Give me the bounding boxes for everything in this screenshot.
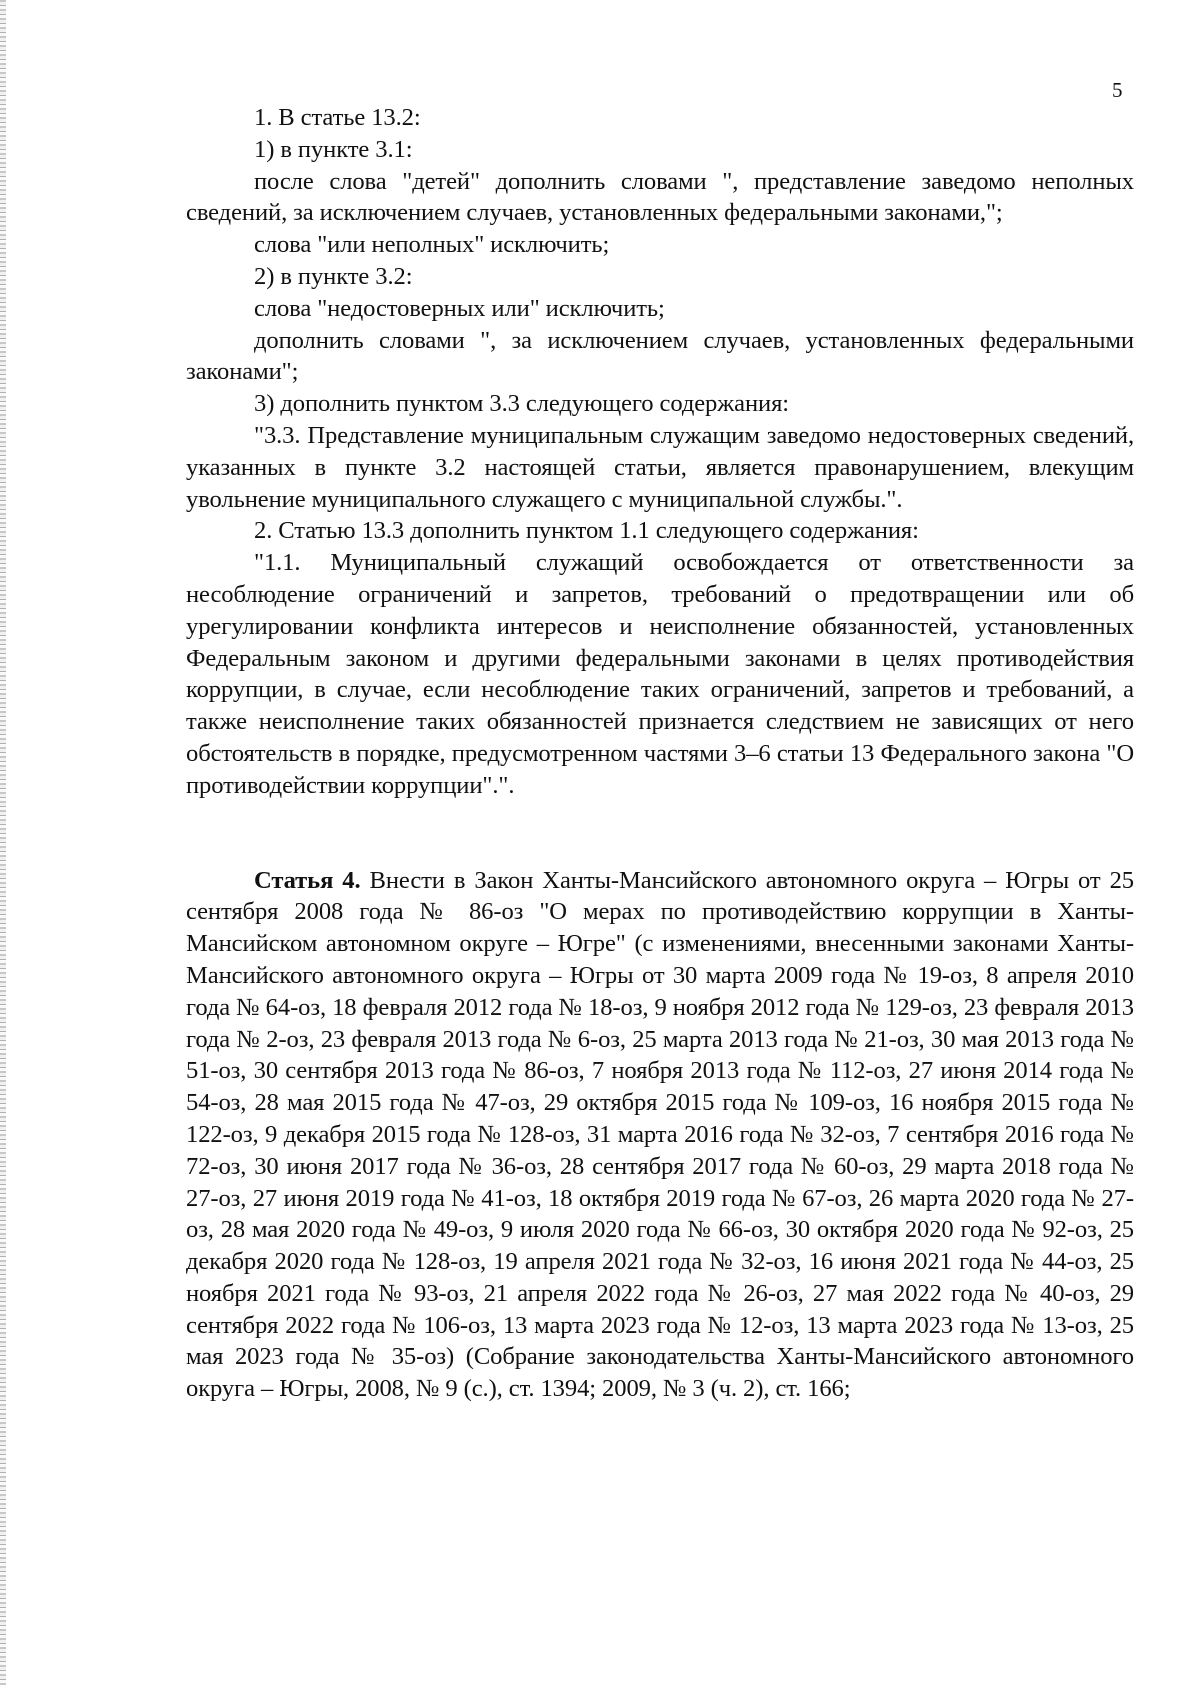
- article-4-text: Внести в Закон Ханты-Мансийского автономного округа – Югры от 25 сентября 2008 года № 86-оз "О мерах по противодействию коррупции в Ханты-Мансийском автономном округе – Югре" (с изменениями, внесенными законами Ханты-Мансийского автономного округа – Югры от 30 марта 2009 года № 19-оз, 8 апреля 2010 года № 64-оз, 18 февраля 2012 года № 18-оз, 9 ноября 2012 года № 129-оз, 23 февраля 2013 года № 2-оз, 23 февраля 2013 года № 6-оз, 25 марта 2013 года № 21-оз, 30 мая 2013 года № 51-оз, 30 сентября 2013 года № 86-оз, 7 ноября 2013 года № 112-оз, 27 июня 2014 года № 54-оз, 28 мая 2015 года № 47-оз, 29 октября 2015 года № 109-оз, 16 ноября 2015 года № 122-оз, 9 декабря 2015 года № 128-оз, 31 марта 2016 года № 32-оз, 7 сентября 2016 года № 72-оз, 30 июня 2017 года № 36-оз, 28 сентября 2017 года № 60-оз, 29 марта 2018 года № 27-оз, 27 июня 2019 года № 41-оз, 18 октября 2019 года № 67-оз, 26 марта 2020 года № 27-оз, 28 мая 2020 года № 49-оз, 9 июля 2020 года № 66-оз, 30 октября 2020 года № 92-оз, 25 декабря 2020 года № 128-оз, 19 апреля 2021 года № 32-оз, 16 июня 2021 года № 44-оз, 25 ноября 2021 года № 93-оз, 21 апреля 2022 года № 26-оз, 27 мая 2022 года № 40-оз, 29 сентября 2022 года № 106-оз, 13 марта 2023 года № 12-оз, 13 марта 2023 года № 13-оз, 25 мая 2023 года № 35-оз) (Собрание законодательства Ханты-Мансийского автономного округа – Югры, 2008, № 9 (с.), ст. 1394; 2009, № 3 (ч. 2), ст. 166;: [186, 866, 1134, 1403]
- page-number: 5: [1112, 78, 1123, 102]
- paragraph-item-3-3-text: "3.3. Представление муниципальным служащим заведомо недостоверных сведений, указанных в пункте 3.2 настоящей статьи, является правонарушением, влекущим увольнение муниципального служащего с муниципальной службы.".: [186, 421, 1134, 513]
- scan-edge-artifact: [0, 0, 6, 1685]
- paragraph-exclude-incomplete: слова "или неполных" исключить;: [254, 231, 610, 259]
- paragraph-article-13-2-intro: 1. В статье 13.2:: [254, 104, 421, 131]
- article-4-heading: Статья 4.: [254, 866, 361, 894]
- paragraph-item-3-1: 1) в пункте 3.1:: [254, 135, 413, 163]
- section-gap: [186, 802, 1134, 865]
- paragraph-exclude-unreliable: слова "недостоверных или" исключить;: [254, 294, 665, 322]
- paragraph-article-13-3: 2. Статью 13.3 дополнить пунктом 1.1 следующего содержания:: [254, 517, 919, 545]
- document-body: [186, 102, 1134, 1405]
- paragraph-add-words-federal: дополнить словами ", за исключением случаев, установленных федеральными законами";: [186, 326, 1134, 386]
- paragraph-after-word-children: после слова "детей" дополнить словами ", представление заведомо неполных сведений, за исключением случаев, установленных федеральными законами,";: [186, 167, 1134, 227]
- paragraph-article-4: [186, 865, 1134, 1406]
- paragraph-add-item-3-3: 3) дополнить пунктом 3.3 следующего содержания:: [254, 390, 790, 418]
- paragraph-item-3-2: 2) в пункте 3.2:: [254, 262, 413, 290]
- paragraph-item-1-1-text: "1.1. Муниципальный служащий освобождается от ответственности за несоблюдение ограничений и запретов, требований о предотвращении или об урегулировании конфликта интересов и неисполнение обязанностей, установленных Федеральным законом и другими федеральными законами в целях противодействия коррупции, в случае, если несоблюдение таких ограничений, запретов и требований, а также неисполнение таких обязанностей признается следствием не зависящих от него обстоятельств в порядке, предусмотренном частями 3–6 статьи 13 Федерального закона "О противодействии коррупции".".: [186, 549, 1134, 799]
